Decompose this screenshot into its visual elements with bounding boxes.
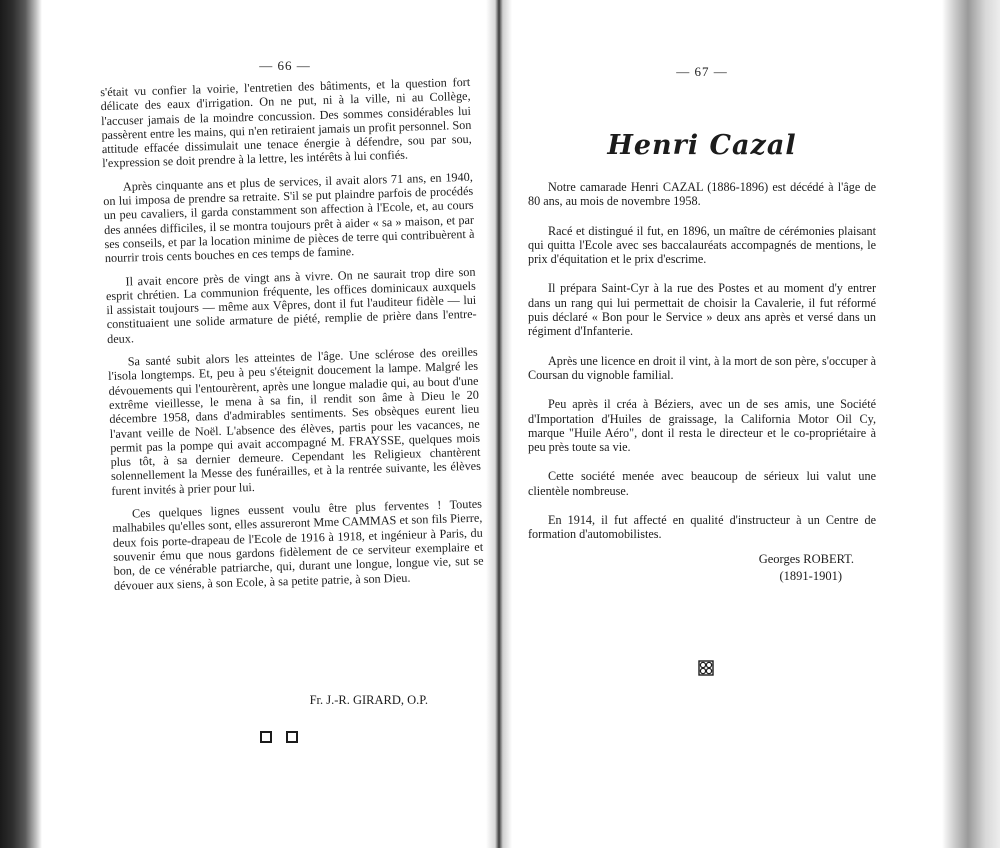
- paragraph: En 1914, il fut affecté en qualité d'instructeur à un Centre de formation d'automobilistes.: [528, 513, 876, 542]
- author-years: (1891-1901): [779, 569, 842, 583]
- end-ornament: [260, 731, 298, 743]
- page-number: — 66 —: [259, 58, 311, 73]
- paragraph: Sa santé subit alors les atteintes de l'âge. Une sclérose des oreilles l'isola longtemps. Et, peu à peu s'éteignit doucement la lampe. Malgré les dévouements qui l'entourèrent, après une longue maladie qui, au bout d'une extrême vieillesse, le mena à sa fin, il rendit son âme à Dieu le 20 décembre 1958, dans d'admirables sentiments. Ses obsèques eurent lieu l'avant veille de Noël. L'absence des élèves, partis pour les vacances, ne permit pas la pompe qui avait accompagné M. FRAYSSE, quelques mois plus tôt, à sa dernier demeure. Cependant les Religieux chantèrent solennellement la Messe des funérailles, et à la rentrée suivante, les élèves furent invités à prier pour lui.: [108, 344, 482, 498]
- scan-shadow-left: [0, 0, 42, 848]
- article-title: Henri Cazal: [607, 130, 797, 161]
- square-ornament-icon: [260, 731, 272, 743]
- paragraph: Après cinquante ans et plus de services, il avait alors 71 ans, en 1940, on lui imposa de prendre sa retraite. S'il se put plaindre parfois de procédés un peu cavaliers, il garda constamment son affection à l'Ecole, et, au cours des années difficiles, il se montra toujours prêt à aider « sa » maison, et par ses conseils, et par la location minime de pièces de terre qui contribuèrent à nourrir trois cents bouches en ces temps de famine.: [103, 169, 475, 266]
- paragraph: Racé et distingué il fut, en 1896, un maître de cérémonies plaisant qui quitta l'Ecole avec ses baccalauréats accompagnés de mentions, le prix d'équitation et le prix d'escrime.: [528, 223, 876, 267]
- author-signature: Fr. J.-R. GIRARD, O.P.: [309, 693, 428, 707]
- square-ornament-icon: [286, 731, 298, 743]
- quatrefoil-ornament-icon: [698, 660, 714, 676]
- article-body: [100, 75, 484, 602]
- scan-shadow-right: [942, 0, 1000, 848]
- paragraph: Ces quelques lignes eussent voulu être plus ferventes ! Toutes malhabiles qu'elles sont, elles assureront Mme CAMMAS et son fils Pierre, deux fois porte-drapeau de l'Ecole de 1916 à 1918, et ingénieur à Paris, du souvenir ému que nous gardons fidèlement de ce serviteur exemplaire et bon, de ce vénérable patriarche, qui, durant une longue, longue vie, sut se dévouer aux siens, à son Ecole, à sa petite patrie, à son Dieu.: [112, 496, 484, 593]
- paragraph: Après une licence en droit il vint, à la mort de son père, s'occuper à Coursan du vignoble familial.: [528, 353, 876, 382]
- paragraph: s'était vu confier la voirie, l'entretien des bâtiments, et la question fort délicate des eaux d'irrigation. On ne put, ni à la ville, ni au Collège, l'accuser jamais de la moindre concussion. Des sommes considérables lui passèrent entre les mains, qui n'en retiraient jamais un profit personnel. Son attitude effacée dissimulait une tenace énergie à défendre, sou par sou, l'expression se doit prendre à la lettre, les intérêts à lui confiés.: [100, 74, 472, 171]
- paragraph: Cette société menée avec beaucoup de sérieux lui valut une clientèle nombreuse.: [528, 469, 876, 498]
- book-gutter: [486, 0, 512, 848]
- author-signature: Georges ROBERT.: [758, 552, 854, 566]
- paragraph: Notre camarade Henri CAZAL (1886-1896) est décédé à l'âge de 80 ans, au mois de novembre 1958.: [528, 180, 876, 209]
- article-body: [528, 180, 876, 557]
- paragraph: Il avait encore près de vingt ans à vivre. On ne saurait trop dire son esprit chrétien. La communion fréquente, les offices dominicaux auxquels il assistait toujours — même aux Vêpres, dont il fut l'auditeur fidèle — lui constituaient une solide armature de piété, remplie de prière dans l'entre-deux.: [105, 264, 477, 346]
- paragraph: Peu après il créa à Béziers, avec un de ses amis, une Société d'Importation d'Huiles de graissage, la California Motor Oil Cy, marque "Huile Aéro", dont il resta le directeur et le co-propriétaire à peu près toute sa vie.: [528, 397, 876, 455]
- page-number: — 67 —: [676, 64, 728, 79]
- paragraph: Il prépara Saint-Cyr à la rue des Postes et au moment d'y entrer dans un rang qui lui permettait de choisir la Cavalerie, il fut réformé puis déclaré « Bon pour le Service » deux ans après et versé dans un régiment d'Infanterie.: [528, 281, 876, 339]
